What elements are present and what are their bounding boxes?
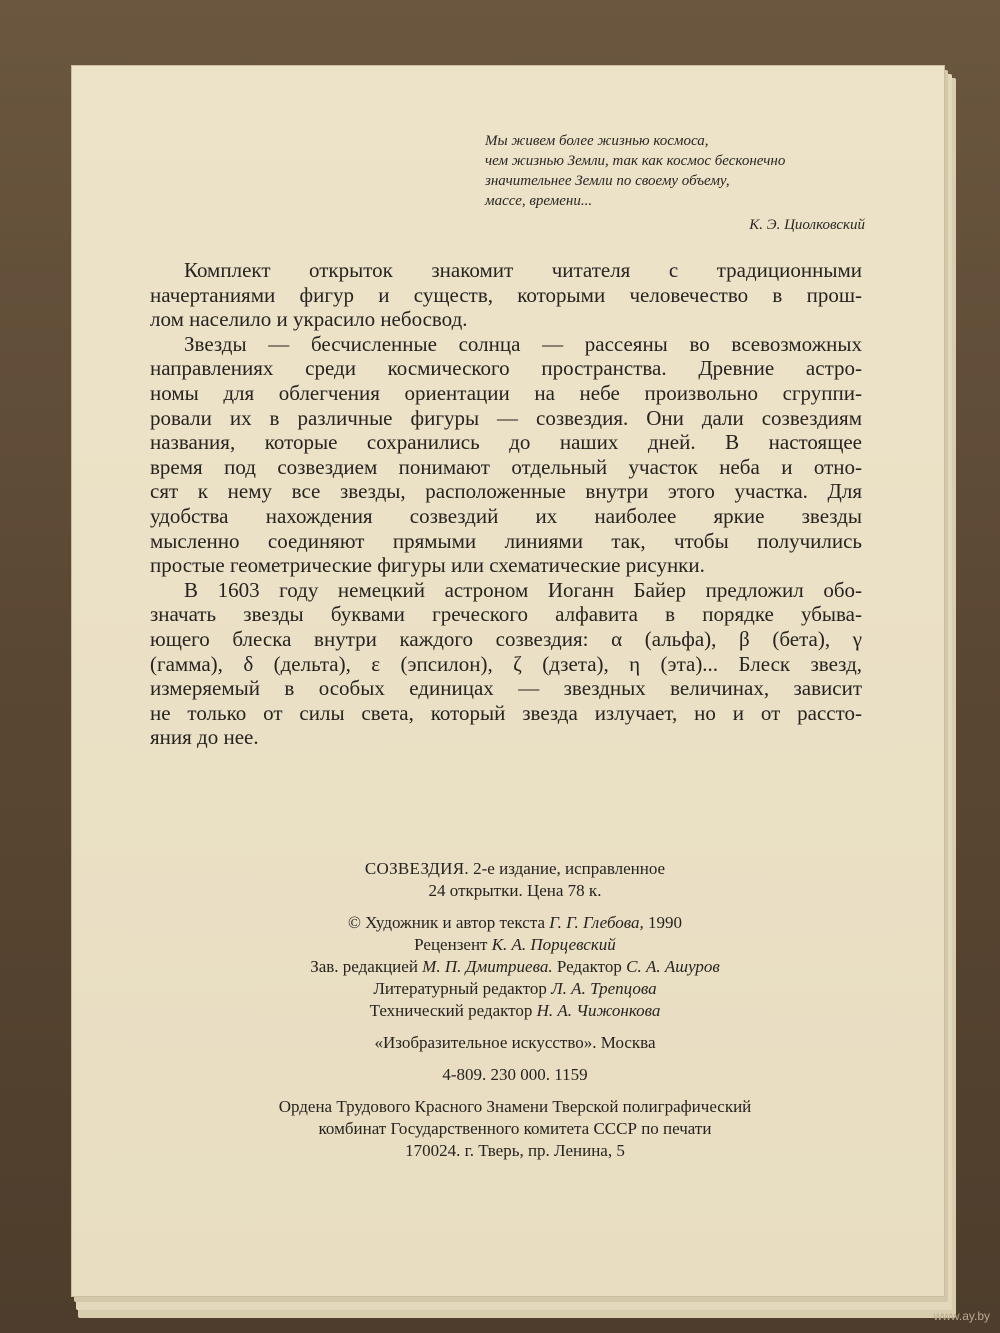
text-line: (гамма), δ (дельта), ε (эпсилон), ζ (дзета), η (эта)... Блеск звезд, bbox=[150, 651, 862, 676]
text-line: значать звезды буквами греческого алфавита в порядке убыва- bbox=[150, 602, 862, 627]
copyright-line bbox=[100, 912, 930, 934]
lit-editor-line bbox=[100, 978, 930, 1000]
head-label: Зав. редакцией bbox=[310, 957, 418, 976]
epigraph-line: чем жизнью Земли, так как космос бесконечно bbox=[485, 153, 786, 169]
text-line: сят к нему все звезды, расположенные внутри этого участка. Для bbox=[150, 479, 862, 504]
text-line: измеряемый в особых единицах — звездных величинах, зависит bbox=[150, 676, 862, 701]
text-line: названия, которые сохранились до наших дней. В настоящее bbox=[150, 430, 862, 455]
reviewer-label: Рецензент bbox=[414, 935, 488, 954]
text-line: не только от силы света, который звезда излучает, но и от рассто- bbox=[150, 700, 862, 725]
set-title: СОЗВЕЗДИЯ. bbox=[364, 859, 469, 878]
catalog-code: 4-809. 230 000. 1159 bbox=[442, 1065, 588, 1084]
tech-editor-label: Технический редактор bbox=[369, 1001, 533, 1020]
epigraph-line: Мы живем более жизнью космоса, bbox=[485, 133, 709, 149]
text-line: мысленно соединяют прямыми линиями так, чтобы получились bbox=[150, 528, 862, 553]
text-line: номы для облегчения ориентации на небе произвольно сгруппи- bbox=[150, 380, 862, 405]
edition-text: 2-е издание, исправленное bbox=[473, 859, 666, 878]
text-line: начертаниями фигур и существ, которыми человечество в прош- bbox=[150, 282, 862, 307]
reviewer-name: К. А. Порцевский bbox=[491, 935, 616, 954]
editors-line bbox=[100, 956, 930, 978]
tech-editor-line bbox=[100, 1000, 930, 1022]
text-line: время под созвездием понимают отдельный участок неба и отно- bbox=[150, 454, 862, 479]
epigraph-line: значительнее Земли по своему объему, bbox=[485, 173, 730, 189]
editor-name: С. А. Ашуров bbox=[626, 957, 720, 976]
text-line: Комплект открыток знакомит читателя с традиционными bbox=[184, 258, 862, 282]
text-line: удобства нахождения созвездий их наиболее яркие звезды bbox=[150, 503, 862, 528]
text-line: лом населило и украсило небосвод. bbox=[150, 307, 468, 332]
site-watermark: www.ay.by bbox=[933, 1309, 990, 1323]
text-line: ровали их в различные фигуры — созвездия. Они дали созвездиям bbox=[150, 405, 862, 430]
copyright-year: 1990 bbox=[648, 913, 683, 932]
lit-editor-label: Литературный редактор bbox=[373, 979, 547, 998]
head-name: М. П. Дмитриева. bbox=[422, 957, 553, 976]
text-line: яния до нее. bbox=[150, 725, 259, 750]
printer-line: Ордена Трудового Красного Знамени Тверской полиграфический bbox=[278, 1097, 752, 1116]
publisher-line: «Изобразительное искусство». Москва bbox=[374, 1033, 656, 1052]
lit-editor-name: Л. А. Трепцова bbox=[551, 979, 657, 998]
printer-line: комбинат Государственного комитета СССР по печати bbox=[318, 1119, 712, 1138]
tech-editor-name: Н. А. Чижонкова bbox=[536, 1001, 661, 1020]
epigraph-author: К. Э. Циолковский bbox=[749, 217, 865, 233]
text-line: В 1603 году немецкий астроном Иоганн Байер предложил обо- bbox=[184, 577, 862, 602]
epigraph-line: массе, времени... bbox=[485, 193, 593, 209]
printer-address: 170024. г. Тверь, пр. Ленина, 5 bbox=[405, 1141, 625, 1160]
text-line: направлениях среди космического пространства. Древние астро- bbox=[150, 356, 862, 381]
edition-line bbox=[100, 858, 930, 880]
text-line: ющего блеска внутри каждого созвездия: α (альфа), β (бета), γ bbox=[150, 626, 862, 651]
text-line: простые геометрические фигуры или схематические рисунки. bbox=[150, 553, 705, 578]
imprint-block bbox=[100, 858, 930, 1162]
editor-label: Редактор bbox=[556, 957, 622, 976]
intro-text bbox=[150, 258, 862, 750]
text-line: Звезды — бесчисленные солнца — рассеяны во всевозможных bbox=[184, 331, 862, 356]
epigraph bbox=[485, 131, 885, 235]
copyright-name: Г. Г. Глебова, bbox=[549, 913, 644, 932]
copyright-prefix: © Художник и автор текста bbox=[347, 913, 545, 932]
reviewer-line bbox=[100, 934, 930, 956]
set-info: 24 открытки. Цена 78 к. bbox=[428, 881, 602, 900]
